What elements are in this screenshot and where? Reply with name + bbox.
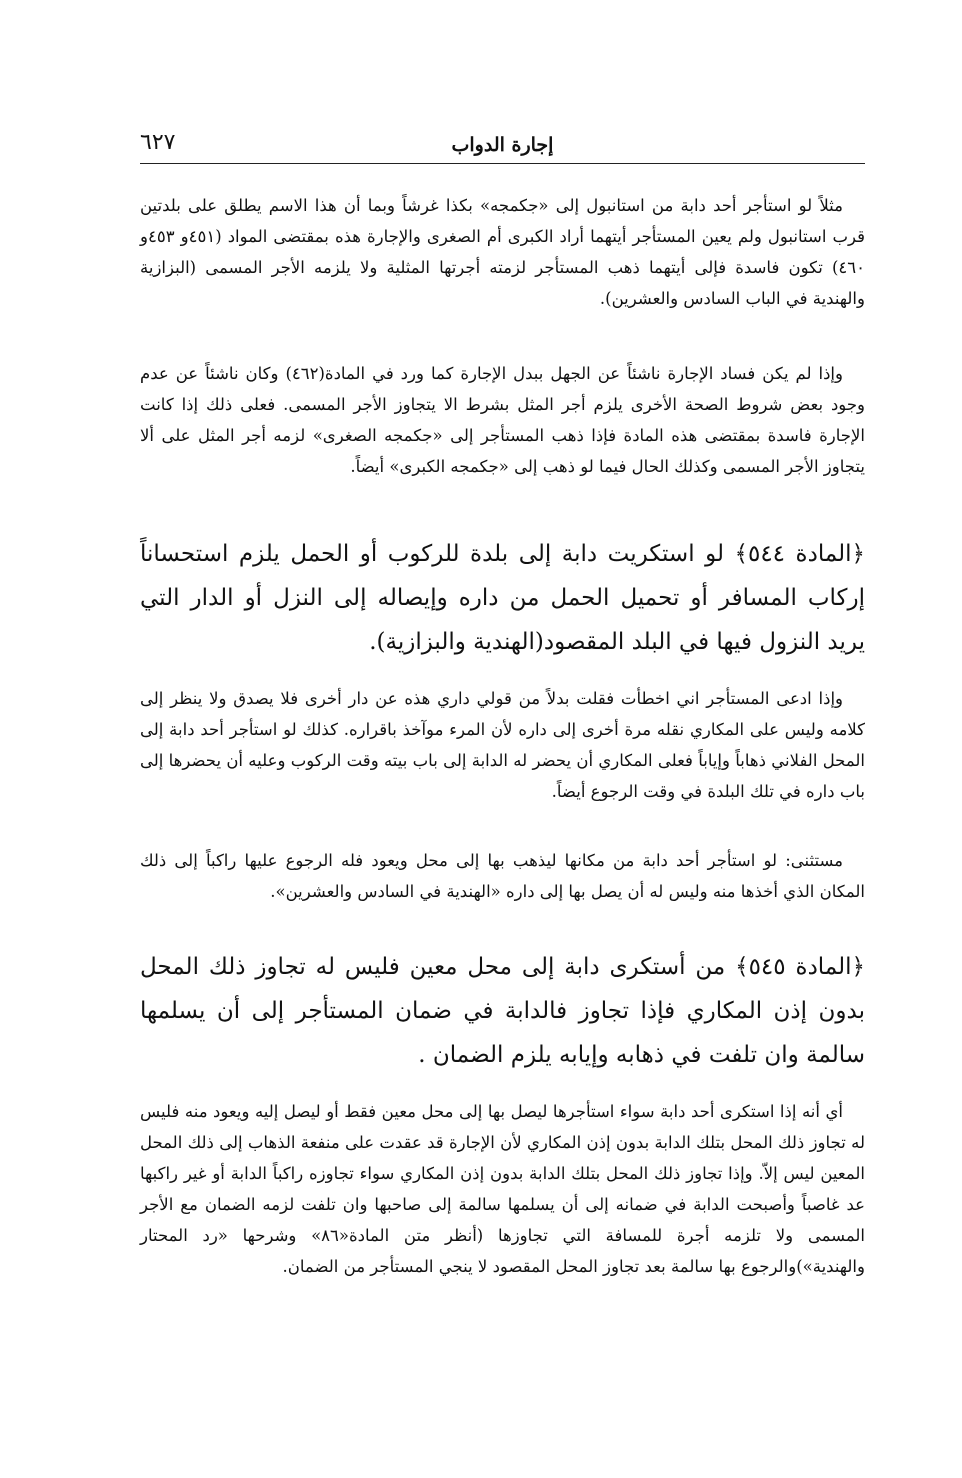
paragraph-5: [140, 1096, 865, 1282]
paragraph-text: وإذا لم يكن فساد الإجارة ناشئاً عن الجهل ببدل الإجارة كما ورد في المادة(٤٦٢) وكان ناشئاً عن عدم وجود بعض شروط الصحة الأخرى يلزم أجر المثل بشرط الا يتجاوز الأجر المسمى. فعلى ذلك إذا كانت الإجارة فاسدة بمقتضى هذه المادة فإذا ذهب المستأجر إلى «جكمجه الصغرى» لزمه أجر المثل على ألا يتجاوز الأجر المسمى وكذلك الحال فيما لو ذهب إلى «جكمجه الكبرى» أيضاً.: [140, 364, 865, 476]
page-number: ٦٢٧: [140, 130, 176, 155]
paragraph-text: أي أنه إذا استكرى أحد دابة سواء استأجرها ليصل بها إلى محل معين فقط أو ليصل إليه ويعود منه فليس له تجاوز ذلك المحل بتلك الدابة بدون إذن المكاري لأن الإجارة قد عقدت على منفعة الذهاب إلى ذلك المحل المعين ليس إلاّ. وإذا تجاوز ذلك المحل بتلك الدابة بدون إذن المكاري سواء تجاوزه راكباً الدابة أو غير راكبها عد غاصباً وأصبحت الدابة في ضمانه إلى أن يسلمها سالمة إلى صاحبها وان تلفت لزمه الضمان مع الأجر المسمى ولا تلزمه أجرة للمسافة التي تجاوزها (أنظر متن المادة«٨٦» وشرحها «رد المحتار والهندية»)والرجوع بها سالمة بعد تجاوز المحل المقصود لا ينجي المستأجر من الضمان.: [140, 1102, 865, 1276]
page-header: [140, 128, 865, 164]
paragraph-text: مستثنى: لو استأجر أحد دابة من مكانها ليذهب بها إلى محل ويعود فله الرجوع عليها راكباً إلى ذلك المكان الذي أخذها منه وليس له أن يصل بها إلى داره «الهندية في السادس والعشرين».: [140, 851, 865, 901]
page-title: إجارة الدواب: [451, 134, 554, 156]
article-number: ﴿المادة ٥٤٤﴾: [734, 541, 865, 567]
paragraph-text: مثلاً لو استأجر أحد دابة من استانبول إلى «جكمجه» بكذا غرشاً وبما أن هذا الاسم يطلق على بلدتين قرب استانبول ولم يعين المستأجر أيتهما أراد الكبرى أم الصغرى والإجارة هذه بمقتضى المواد (٤٥١و ٤٥٣و ٤٦٠) تكون فاسدة فإلى أيتهما ذهب المستأجر لزمته أجرتها المثلية ولا يلزمه الأجر المسمى (البزازية والهندية في الباب السادس والعشرين).: [140, 196, 865, 308]
paragraph-2: [140, 358, 865, 482]
header-divider: [140, 163, 865, 164]
article-544: [140, 532, 865, 664]
article-545: [140, 945, 865, 1077]
paragraph-1: [140, 190, 865, 314]
article-number: ﴿المادة ٥٤٥﴾: [735, 954, 865, 980]
article-text: [140, 532, 865, 664]
paragraph-3: [140, 683, 865, 807]
article-body: لو استكريت دابة إلى بلدة للركوب أو الحمل يلزم استحساناً إركاب المسافر أو تحميل الحمل من داره وإيصاله إلى النزل أو الدار التي يريد النزول فيها في البلد المقصود(الهندية والبزازية).: [140, 541, 865, 655]
article-body: من أستكرى دابة إلى محل معين فليس له تجاوز ذلك المحل بدون إذن المكاري فإذا تجاوز فالدابة في ضمان المستأجر إلى أن يسلمها سالمة وان تلفت في ذهابه وإيابه يلزم الضمان .: [140, 954, 865, 1068]
paragraph-text: وإذا ادعى المستأجر اني اخطأت فقلت بدلاً من قولي داري هذه عن دار أخرى فلا يصدق ولا ينظر إلى كلامه وليس على المكاري نقله مرة أخرى إلى داره لأن المرء موآخذ باقراره. كذلك لو استأجر أحد دابة إلى المحل الفلاني ذهاباً وإياباً فعلى المكاري أن يحضر له الدابة إلى باب بيته وقت الركوب وعليه أن يحضرها إلى باب داره في تلك البلدة في وقت الرجوع أيضاً.: [140, 689, 865, 801]
article-text: [140, 945, 865, 1077]
paragraph-4: [140, 845, 865, 907]
